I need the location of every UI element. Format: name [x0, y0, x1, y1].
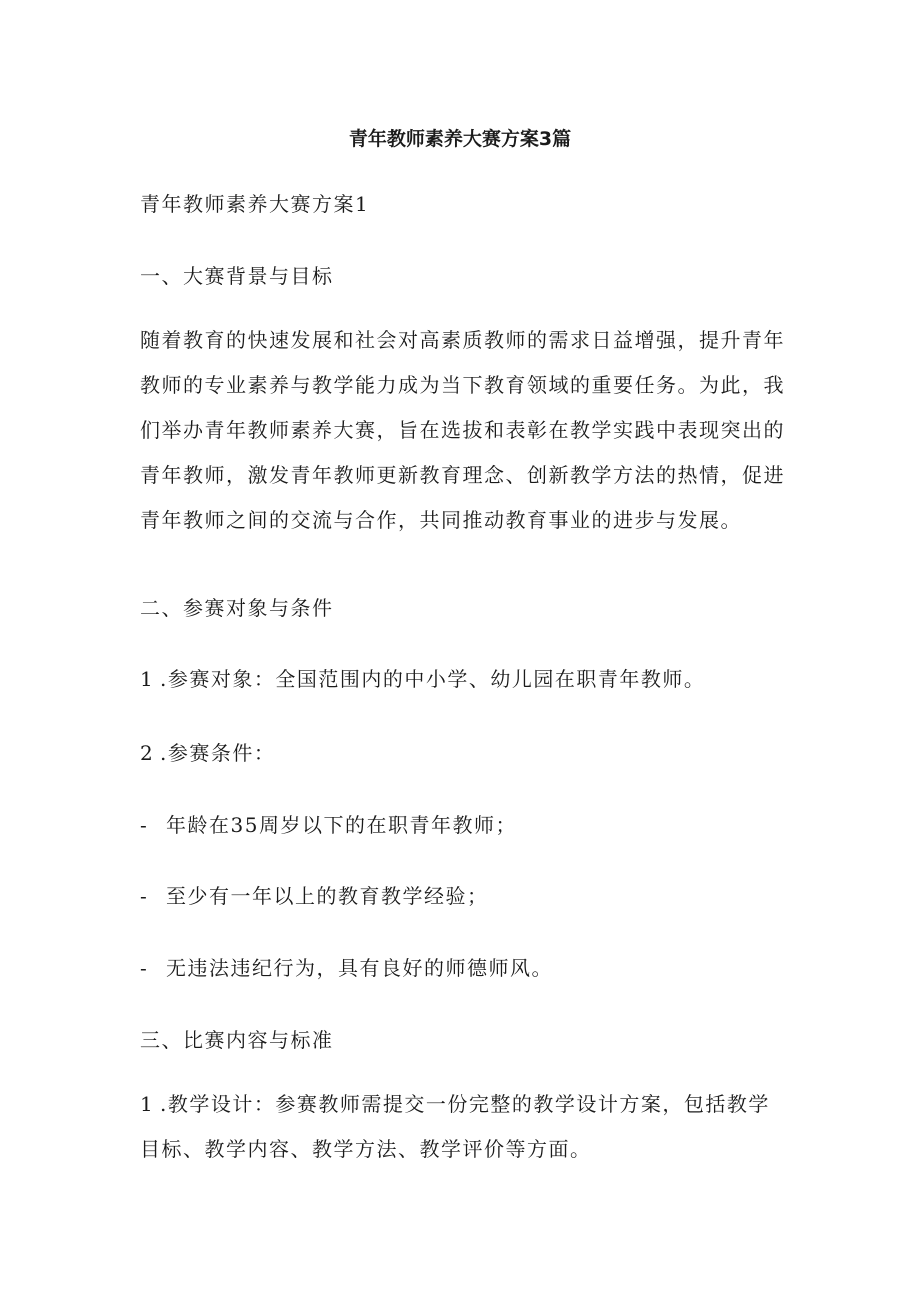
bullet-item — [140, 880, 489, 909]
bullet-text: 至少有一年以上的教育教学经验； — [166, 884, 489, 908]
list-item-conditions — [140, 737, 275, 766]
item-text: .参赛条件： — [160, 741, 276, 765]
section-heading-content: 三、比赛内容与标准 — [140, 1028, 334, 1052]
paragraph-line: 青年教师，激发青年教师更新教育理念、创新教学方法的热情，促进 — [140, 463, 785, 487]
paragraph-line: 目标、教学内容、教学方法、教学评价等方面。 — [140, 1137, 592, 1161]
section-heading-participants: 二、参赛对象与条件 — [140, 596, 334, 620]
item-text: .教学设计：参赛教师需提交一份完整的教学设计方案，包括教学 — [160, 1092, 770, 1116]
dash-marker: - — [140, 813, 149, 837]
dash-marker: - — [140, 956, 149, 980]
dash-marker: - — [140, 884, 149, 908]
background-paragraph — [140, 318, 786, 543]
bullet-text: 无违法违纪行为，具有良好的师德师风。 — [166, 956, 553, 980]
document-title: 青年教师素养大赛方案3篇 — [348, 128, 572, 150]
section-heading-background: 一、大赛背景与目标 — [140, 264, 334, 288]
item-number: 2 — [140, 741, 155, 765]
list-item-participants — [140, 663, 705, 692]
paragraph-line: 随着教育的快速发展和社会对高素质教师的需求日益增强，提升青年 — [140, 328, 785, 352]
item-number: 1 — [140, 1092, 155, 1116]
teaching-design-paragraph — [140, 1082, 786, 1172]
paragraph-line: 们举办青年教师素养大赛，旨在选拔和表彰在教学实践中表现突出的 — [140, 418, 785, 442]
bullet-item — [140, 952, 553, 981]
bullet-text: 年龄在35周岁以下的在职青年教师； — [166, 813, 517, 837]
item-text: .参赛对象：全国范围内的中小学、幼儿园在职青年教师。 — [160, 667, 706, 691]
paragraph-line: 青年教师之间的交流与合作，共同推动教育事业的进步与发展。 — [140, 508, 742, 532]
item-number: 1 — [140, 667, 155, 691]
paragraph-line — [140, 1082, 786, 1127]
bullet-item — [140, 809, 517, 838]
plan-subtitle: 青年教师素养大赛方案1 — [140, 192, 370, 216]
paragraph-line: 教师的专业素养与教学能力成为当下教育领域的重要任务。为此，我 — [140, 373, 785, 397]
